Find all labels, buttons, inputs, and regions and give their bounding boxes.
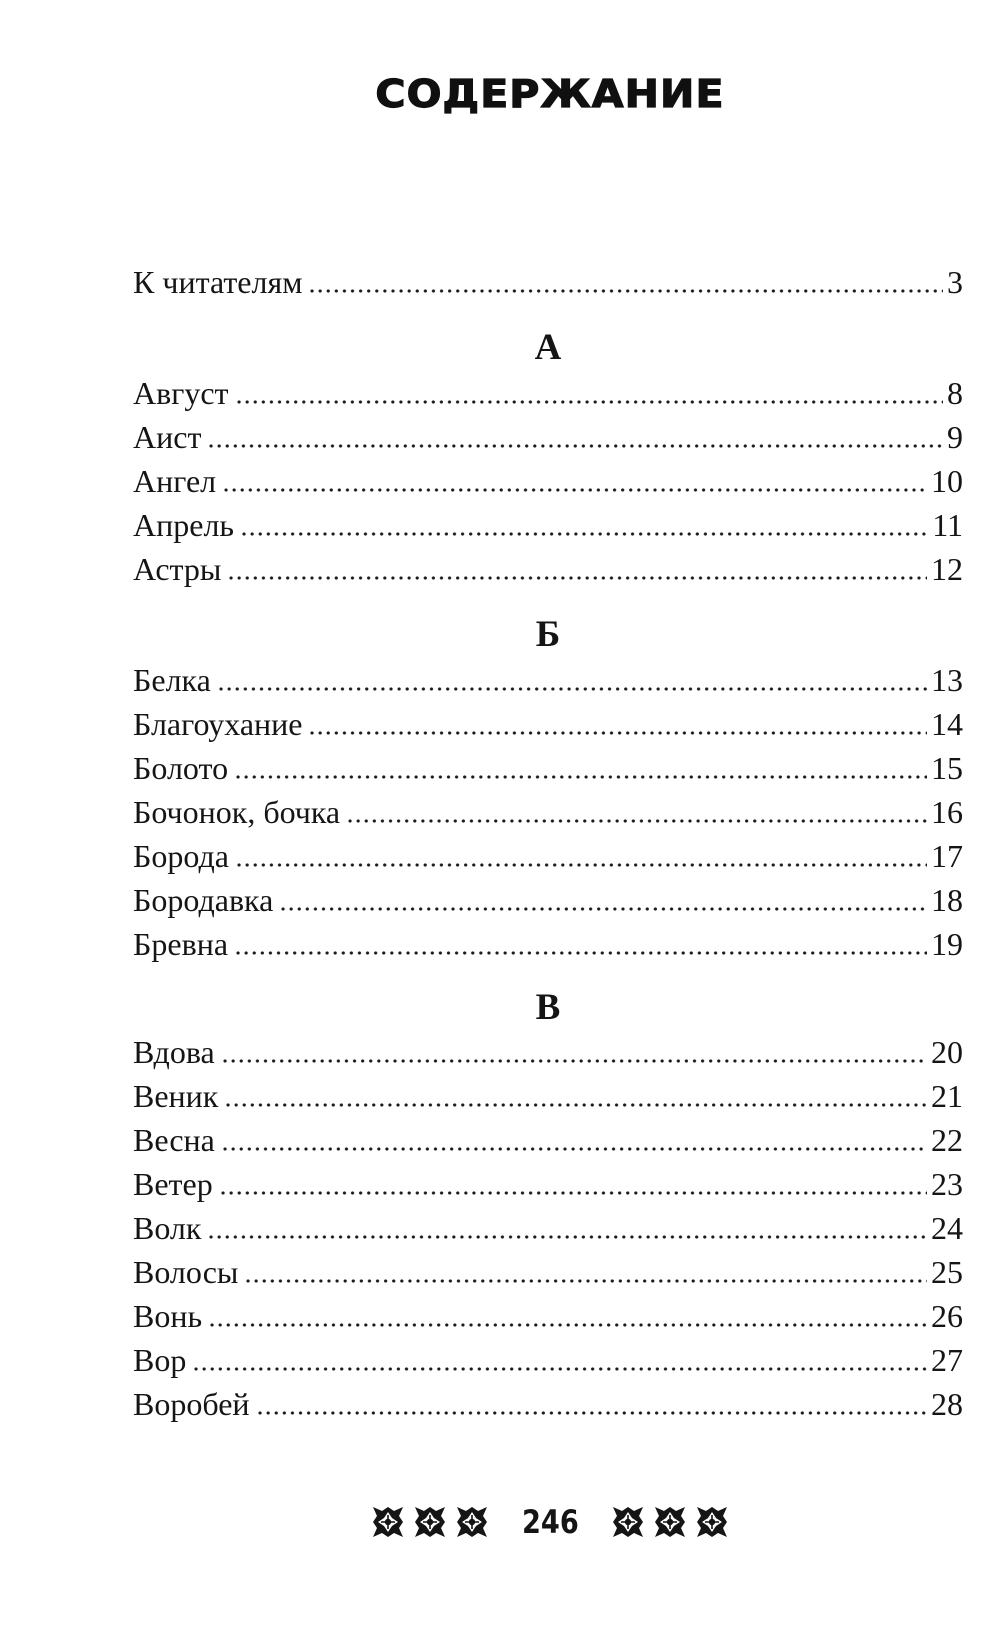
toc-entry xyxy=(133,660,963,700)
dot-leader xyxy=(346,818,927,824)
dot-leader xyxy=(256,1410,927,1416)
ornament-group-left xyxy=(373,1507,487,1537)
toc-entry xyxy=(133,792,963,832)
toc-entry xyxy=(133,1296,963,1336)
toc-entry-page: 19 xyxy=(931,926,963,962)
dot-leader xyxy=(207,1234,927,1240)
toc-entry-label: Борода xyxy=(133,838,229,874)
dot-leader xyxy=(227,575,927,581)
toc-entry xyxy=(133,1032,963,1072)
toc-entry-label: Вор xyxy=(133,1342,187,1378)
toc-entry-page: 22 xyxy=(931,1122,963,1158)
toc-entry xyxy=(133,1076,963,1116)
dot-leader xyxy=(208,1322,927,1328)
toc-entry-label: Август xyxy=(133,375,229,411)
ornament-group-right xyxy=(613,1507,727,1537)
page-number: 246 xyxy=(521,1503,579,1541)
dot-leader xyxy=(207,443,943,449)
toc-entry xyxy=(133,549,963,589)
toc-entry-page: 11 xyxy=(932,507,963,543)
section-letter: Б xyxy=(535,614,561,655)
toc-entry-label: Бревна xyxy=(133,926,229,962)
toc-entry-page: 12 xyxy=(931,551,963,587)
toc-entry xyxy=(133,262,963,302)
page-title: СОДЕРЖАНИЕ xyxy=(375,72,725,116)
toc-entry-page: 25 xyxy=(931,1254,963,1290)
dot-leader xyxy=(221,1058,927,1064)
toc-entry-page: 20 xyxy=(931,1034,963,1070)
dot-leader xyxy=(192,1366,927,1372)
floral-ornament-icon xyxy=(613,1507,643,1537)
toc-entry-page: 28 xyxy=(931,1386,963,1422)
toc-entry-label: К читателям xyxy=(133,264,303,300)
toc-entry-label: Вонь xyxy=(133,1298,203,1334)
toc-entry xyxy=(133,1120,963,1160)
dot-leader xyxy=(219,1190,927,1196)
toc-entry-page: 8 xyxy=(947,375,963,411)
dot-leader xyxy=(224,1102,927,1108)
toc-entry-page: 3 xyxy=(947,264,963,300)
toc-entry-page: 18 xyxy=(931,882,963,918)
toc-entry xyxy=(133,1384,963,1424)
dot-leader xyxy=(222,487,927,493)
dot-leader xyxy=(244,1278,927,1284)
toc-entry-label: Ветер xyxy=(133,1166,213,1202)
toc-entry-label: Астры xyxy=(133,551,222,587)
toc-entry xyxy=(133,1340,963,1380)
toc-entry xyxy=(133,1164,963,1204)
dot-leader xyxy=(235,399,943,405)
dot-leader xyxy=(308,730,927,736)
toc-entry-label: Благоухание xyxy=(133,706,303,742)
dot-leader xyxy=(221,1146,927,1152)
toc-entry xyxy=(133,924,963,964)
toc-entry-label: Воробей xyxy=(133,1386,250,1422)
toc-entry xyxy=(133,373,963,413)
dot-leader xyxy=(308,288,943,294)
toc-entry-page: 17 xyxy=(931,838,963,874)
toc-entry xyxy=(133,461,963,501)
toc-entry-label: Бородавка xyxy=(133,882,274,918)
toc-entry xyxy=(133,417,963,457)
toc-entry-page: 27 xyxy=(931,1342,963,1378)
floral-ornament-icon xyxy=(373,1507,403,1537)
toc-entry-label: Волк xyxy=(133,1210,202,1246)
dot-leader xyxy=(234,950,927,956)
toc-entry xyxy=(133,1252,963,1292)
toc-entry-label: Весна xyxy=(133,1122,215,1158)
floral-ornament-icon xyxy=(655,1507,685,1537)
section-letter: А xyxy=(534,327,562,368)
toc-entry-page: 21 xyxy=(931,1078,963,1114)
dot-leader xyxy=(240,531,928,537)
dot-leader xyxy=(235,862,927,868)
toc-entry-page: 14 xyxy=(931,706,963,742)
toc-entry-label: Аист xyxy=(133,419,202,455)
toc-entry-label: Бочонок, бочка xyxy=(133,794,341,830)
toc-entry xyxy=(133,880,963,920)
toc-entry-page: 24 xyxy=(931,1210,963,1246)
floral-ornament-icon xyxy=(697,1507,727,1537)
toc-entry-label: Ангел xyxy=(133,463,217,499)
toc-entry-page: 26 xyxy=(931,1298,963,1334)
toc-entry xyxy=(133,704,963,744)
dot-leader xyxy=(234,774,927,780)
toc-entry-label: Болото xyxy=(133,750,229,786)
toc-entry-label: Веник xyxy=(133,1078,219,1114)
toc-entry-label: Апрель xyxy=(133,507,234,543)
toc-entry-label: Белка xyxy=(133,662,211,698)
dot-leader xyxy=(279,906,927,912)
toc-entry xyxy=(133,836,963,876)
toc-entry-label: Волосы xyxy=(133,1254,239,1290)
toc-entry-page: 13 xyxy=(931,662,963,698)
page-footer xyxy=(0,1500,1000,1544)
dot-leader xyxy=(217,686,927,692)
toc-entry-page: 16 xyxy=(931,794,963,830)
toc-entry-page: 10 xyxy=(931,463,963,499)
floral-ornament-icon xyxy=(415,1507,445,1537)
section-letter: В xyxy=(535,987,561,1028)
toc-entry-page: 23 xyxy=(931,1166,963,1202)
toc-entry xyxy=(133,1208,963,1248)
toc-entry xyxy=(133,505,963,545)
toc-entry-label: Вдова xyxy=(133,1034,215,1070)
toc-entry xyxy=(133,748,963,788)
toc-entry-page: 15 xyxy=(931,750,963,786)
toc-entry-page: 9 xyxy=(947,419,963,455)
floral-ornament-icon xyxy=(457,1507,487,1537)
